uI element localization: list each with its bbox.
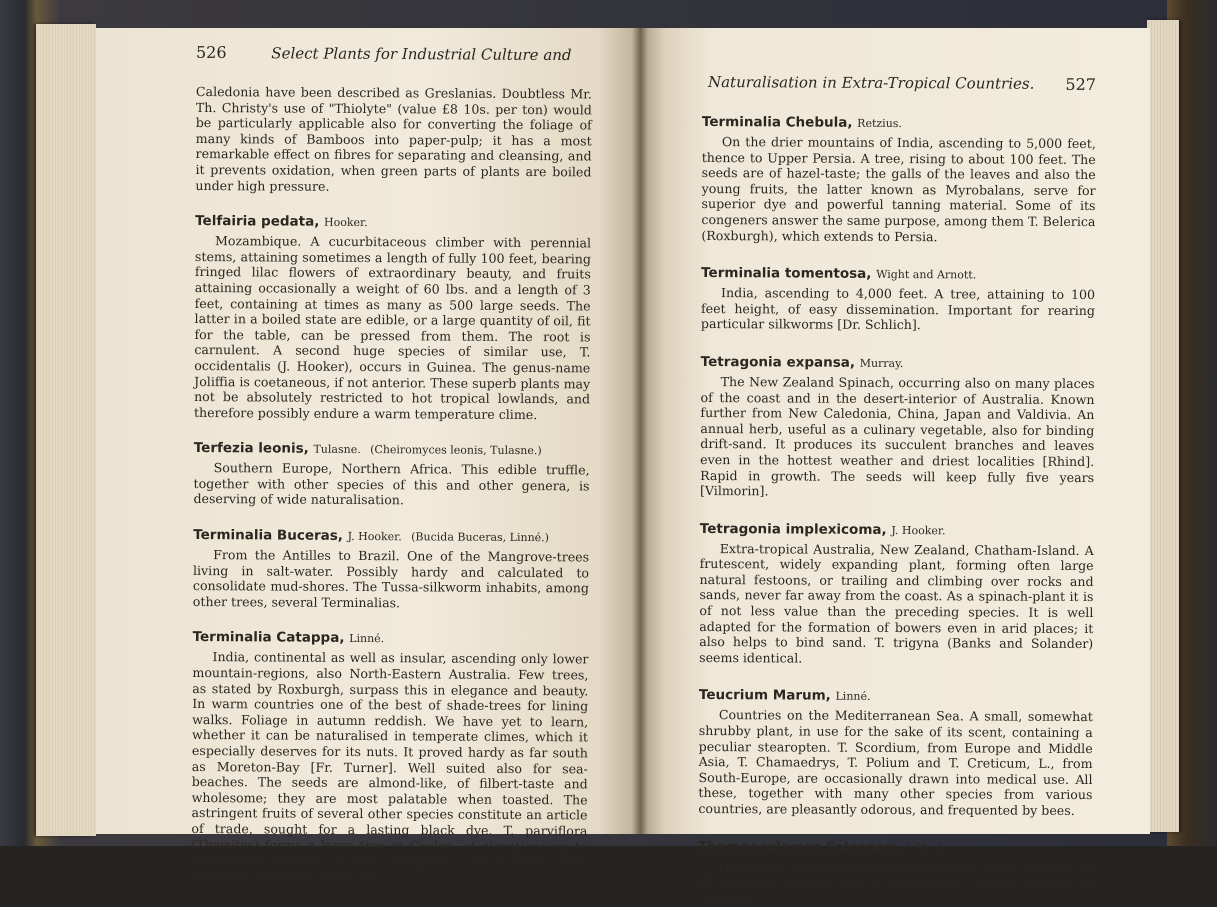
right-running-title: Naturalisation in Extra-Tropical Countries. — [707, 73, 1035, 93]
intro-paragraph: Caledonia have been described as Greslanias. Doubtless Mr. Th. Christy's use of "Thiolyte" (value £8 10s. per ton) would be particularly applicable also for converting the foliage of many kinds of Bamboos into paper-pulp; it has a most remarkable effect on fibres for separating and cleansing, and it prevents oxidation, when green parts of plants are boiled under high pressure. — [195, 84, 592, 194]
entry-telfairia — [194, 213, 591, 423]
entry-heading — [698, 839, 1092, 857]
species-authority: Retzius. — [857, 116, 902, 131]
right-running-head — [702, 73, 1096, 93]
left-page-number: 526 — [195, 42, 227, 62]
entry-text: On the drier mountains of India, ascending to 5,000 feet, thence to Upper Persia. A tree, rising to about 100 feet. The seeds are of hazel-taste; the galls of the leaves and also the young fruits, the latter known as Myrobalans, serve for superior dye and powerful tanning material. Some of its congeners answer the same purpose, among them T. Belerica (Roxburgh), which extends to Persia. — [701, 134, 1096, 244]
entry-text: Himalaya, ascending to 8,000 feet. One of the hardiest of all bamboos, with its ally, T. spathiflorus, Munro. Neither of them tall. — [697, 858, 1093, 906]
entry-heading — [699, 687, 1093, 705]
left-text-column — [191, 84, 592, 886]
entry-terminalia-tomentosa — [701, 265, 1095, 334]
entry-heading — [701, 265, 1095, 283]
entry-text: Countries on the Mediterranean Sea. A small, somewhat shrubby plant, in use for the sake of its scent, containing a peculiar stearopten. T. Scordium, from Europe and Middle Asia, T. Chamaedrys, T. Polium and T. Creticum, L., from South-Europe, are occasionally drawn into medical use. All these, together with many other species from various countries, are pleasantly odorous, and frequented by bees. — [698, 707, 1093, 818]
entry-text: India, continental as well as insular, ascending only lower mountain-regions, also North-Eastern Australia. Few trees, as stated by Roxburgh, surpass this in elegance and beauty. In warm countries one of the best of shade-trees for lining walks. Foliage in autumn reddish. We have yet to learn, whether it can be naturalised in temperate climes, which it especially deserves for its nuts. It proved hardy as far south as Moreton-Bay [Fr. Turner]. Well suited also for sea-beaches. The seeds are almond-like, of filbert-taste and wholesome; they are most palatable when toasted. The astringent fruits of several other species constitute an article of trade, sought for a lasting black dye. T. parviflora (Thwaites) forms a large tree in Ceylon, at elevations up to 4,000 feet. Several of their congeners reach extra-tropic latitudes in Eastern Australia. — [191, 649, 589, 884]
species-authority: Tulasne. — [313, 443, 361, 457]
entry-text: India, ascending to 4,000 feet. A tree, attaining to 100 feet height, of easy dissemination. Important for rearing particular silkworms [Dr. Schlich]. — [700, 285, 1096, 333]
entry-text: Extra-tropical Australia, New Zealand, Chatham-Island. A frutescent, widely expanding plant, forming often large natural festoons, or trailing and climbing over rocks and sands, never far away from the coast. As a spinach-plant it is of not less value than the preceding species. It is well adapted for the formation of bowers even in arid places; it also helps to bind sand. T. trigyna (Banks and Solander) seems identical. — [699, 540, 1094, 666]
species-name: Terminalia Catappa, — [192, 629, 345, 647]
entry-heading — [195, 213, 591, 231]
species-name: Thamnocalamus Falconeri, — [698, 838, 901, 856]
species-authority: Wight and Arnott. — [876, 268, 977, 282]
book-gutter — [632, 28, 648, 834]
synonym-note: (Cheiromyces leonis, Tulasne.) — [370, 443, 542, 458]
species-authority: Linné. — [349, 632, 385, 646]
left-running-head — [196, 43, 592, 64]
entry-terfezia — [193, 440, 589, 509]
left-running-title: Select Plants for Industrial Culture and — [271, 44, 572, 65]
species-name: Tetragonia expansa, — [700, 353, 856, 371]
species-name: Terfezia leonis, — [193, 440, 309, 457]
species-authority: J. Hooker. — [905, 841, 960, 855]
entry-terminalia-chebula — [701, 114, 1096, 245]
page-edges-left — [36, 24, 96, 836]
species-authority: Linné. — [835, 690, 871, 704]
entry-thamnocalamus — [698, 839, 1092, 907]
entry-heading — [193, 629, 589, 647]
species-name: Tetragonia implexicoma, — [699, 520, 887, 538]
right-page-number: 527 — [1065, 74, 1097, 95]
entry-teucrium-marum — [698, 687, 1093, 818]
species-name: Telfairia pedata, — [195, 213, 320, 230]
species-authority: J. Hooker. — [347, 529, 402, 544]
entry-terminalia-catappa — [191, 629, 589, 885]
entry-text: Mozambique. A cucurbitaceous climber with perennial stems, attaining sometimes a length of fully 100 feet, bearing fringed lilac flowers of extraordinary beauty, and fruits attaining occasionally a weight of 60 lbs. and a length of 3 feet, containing at times as many as 500 large seeds. The latter in a boiled state are edible, or a large quantity of oil, fit for the table, can be pressed from them. The root is carnulent. A second huge species of similar use, T. occidentalis (J. Hooker), occurs in Guinea. The genus-name Joliffia is coetaneous, if not anterior. These superb plants may not be absolutely restricted to hot tropical lowlands, and therefore possibly endure a warm temperature clime. — [193, 233, 592, 422]
page-edges-right — [1147, 20, 1179, 832]
entry-text: Southern Europe, Northern Africa. This edible truffle, together with other species of this and other genera, is deserving of wide naturalisation. — [193, 460, 590, 508]
species-name: Terminalia Buceras, — [193, 527, 343, 544]
entry-heading — [701, 354, 1095, 372]
synonym-note: (Bucida Buceras, Linné.) — [411, 530, 550, 545]
entry-terminalia-buceras — [193, 527, 589, 612]
entry-heading — [700, 521, 1094, 539]
species-authority: Hooker. — [324, 215, 368, 230]
entry-tetragonia-implexicoma — [699, 521, 1094, 668]
entry-heading — [702, 114, 1096, 132]
species-name: Terminalia Chebula, — [701, 114, 853, 131]
entry-tetragonia-expansa — [700, 354, 1095, 501]
right-text-column — [698, 114, 1096, 907]
entry-text: The New Zealand Spinach, occurring also on many places of the coast and in the desert-interior of Australia. Known further from New Caledonia, China, Japan and Valdivia. An annual herb, useful as a culinary vegetable, also for binding drift-sand. It produces its succulent branches and leaves even in the hottest weather and driest localities [Rhind]. Rapid in growth. The seeds will keep fully five years [Vilmorin]. — [699, 374, 1095, 499]
entry-heading — [193, 527, 589, 545]
species-name: Teucrium Marum, — [698, 687, 831, 705]
entry-heading — [194, 440, 590, 458]
entry-text: From the Antilles to Brazil. One of the Mangrove-trees living in salt-water. Possibly hardy and calculated to consolidate mud-shores. The Tussa-silkworm inhabits, among other trees, several Terminalias. — [192, 547, 590, 611]
species-authority: Murray. — [859, 356, 904, 370]
species-name: Terminalia tomentosa, — [701, 265, 872, 283]
species-authority: J. Hooker. — [891, 523, 946, 537]
